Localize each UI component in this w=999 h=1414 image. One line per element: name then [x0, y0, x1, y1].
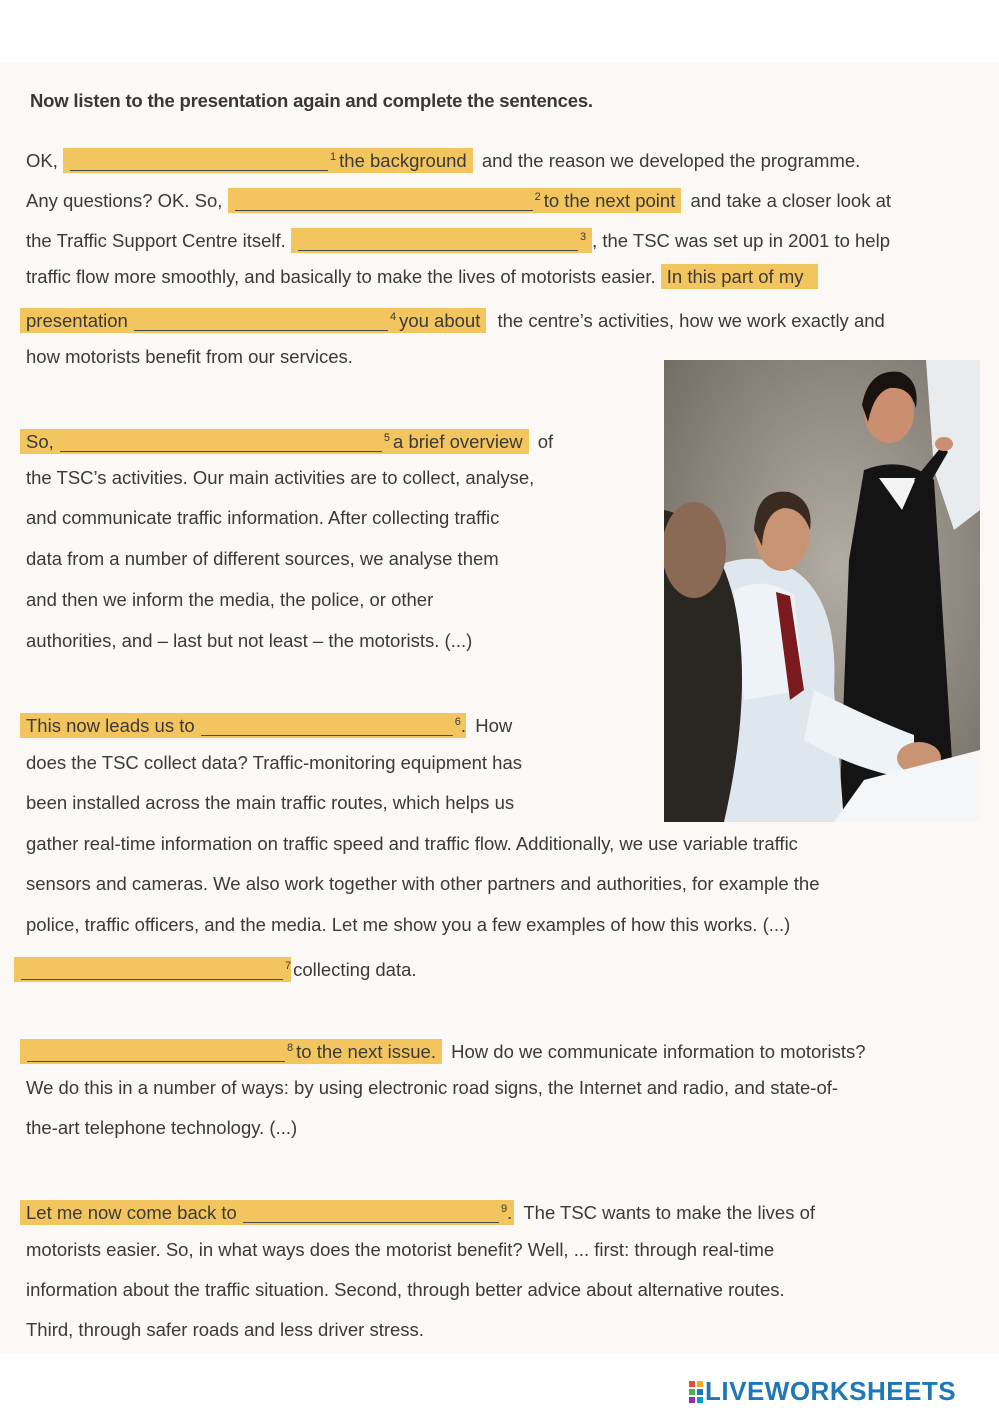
text: collecting data.: [293, 959, 417, 980]
presentation-photo-illustration: [664, 360, 980, 822]
highlight-text: In this part of my: [666, 266, 804, 287]
presentation-photo: [664, 360, 980, 822]
p4-line-3: the-art telephone technology. (...): [26, 1117, 298, 1138]
text: and take a closer look at: [690, 190, 892, 211]
answer-blank-5[interactable]: [60, 429, 382, 452]
text: of: [537, 431, 554, 452]
text: OK,: [26, 150, 58, 171]
text: the centre’s activities, how we work exactly and: [497, 310, 885, 331]
p4-line-2: We do this in a number of ways: by using electronic road signs, the Internet and radio, and state-of-: [26, 1077, 839, 1098]
highlight-text: the background: [339, 150, 467, 171]
highlight-phrase-7: [14, 957, 291, 982]
answer-blank-4[interactable]: [134, 308, 388, 331]
p2-line-5: and then we inform the media, the police, or other: [26, 589, 434, 610]
answer-blank-2[interactable]: [235, 188, 533, 211]
p5-line-4: Third, through safer roads and less driver stress.: [26, 1319, 424, 1340]
highlight-phrase-5: [20, 429, 529, 454]
answer-blank-8[interactable]: [27, 1039, 285, 1062]
p3-line-7: [14, 951, 417, 981]
blank-number-8: 8: [287, 1042, 294, 1054]
highlight-text: to the next issue.: [296, 1041, 436, 1062]
highlight-text: a brief overview: [393, 431, 523, 452]
answer-blank-6[interactable]: [201, 713, 453, 736]
blank-number-2: 2: [534, 191, 541, 203]
blank-number-1: 1: [330, 151, 337, 163]
highlight-phrase-1: [63, 148, 473, 173]
instruction-heading: Now listen to the presentation again and complete the sentences.: [30, 90, 593, 111]
text: How: [475, 715, 513, 736]
p1-line-1: [26, 142, 860, 172]
p3-line-2: does the TSC collect data? Traffic-monitoring equipment has: [26, 752, 523, 773]
answer-blank-3[interactable]: [298, 228, 578, 251]
blank-number-4: 4: [389, 311, 397, 323]
highlight-phrase-8: [20, 1039, 442, 1064]
highlight-phrase-9: Let me now come back to $^9$.: [20, 1200, 514, 1225]
highlight-text: you about: [399, 310, 481, 331]
p3-line-3: been installed across the main traffic routes, which helps us: [26, 792, 515, 813]
text: Any questions? OK. So,: [26, 190, 223, 211]
highlight-text: presentation: [26, 310, 128, 331]
text: How do we communicate information to motorists?: [451, 1041, 866, 1062]
p1-line-2: [26, 182, 891, 212]
p2-line-6: authorities, and – last but not least – the motorists. (...): [26, 630, 473, 651]
highlight-text: This now leads us to: [26, 715, 195, 736]
liveworksheets-logo: [689, 1374, 956, 1408]
p4-line-1: [26, 1033, 866, 1063]
p2-line-3: and communicate traffic information. After collecting traffic: [26, 507, 500, 528]
logo-text: LIVEWORKSHEETS: [705, 1376, 957, 1406]
highlight-phrase-2: [228, 188, 682, 213]
highlight-phrase-4b: [20, 308, 486, 333]
highlight-text: Let me now come back to: [26, 1202, 237, 1223]
highlight-text: So,: [26, 431, 54, 452]
blank-number-5: 5: [383, 432, 391, 444]
p1-line-6: how motorists benefit from our services.: [26, 346, 353, 367]
p3-line-5: sensors and cameras. We also work together with other partners and authorities, for example the: [26, 873, 820, 894]
p3-line-4: gather real-time information on traffic speed and traffic flow. Additionally, we use variable traffic: [26, 833, 798, 854]
p1-line-3: [26, 222, 890, 252]
p3-line-6: police, traffic officers, and the media. Let me show you a few examples of how this works. (...): [26, 914, 791, 935]
highlight-phrase-4a: [661, 264, 818, 289]
p2-line-2: the TSC’s activities. Our main activities are to collect, analyse,: [26, 467, 535, 488]
blank-number-9: 9: [500, 1203, 508, 1215]
p2-line-4: data from a number of different sources, we analyse them: [26, 548, 499, 569]
text: the Traffic Support Centre itself.: [26, 230, 286, 251]
p3-line-1: [26, 707, 512, 737]
highlight-phrase-3: [291, 228, 592, 253]
p5-line-2: motorists easier. So, in what ways does the motorist benefit? Well, ... first: through real-time: [26, 1239, 775, 1260]
p2-line-1: [26, 423, 553, 453]
text: , the TSC was set up in 2001 to help: [592, 230, 890, 251]
text: and the reason we developed the programme.: [481, 150, 861, 171]
text: traffic flow more smoothly, and basically to make the lives of motorists easier.: [26, 266, 656, 287]
liveworksheets-mark-icon: [689, 1381, 703, 1403]
p1-line-5: [26, 302, 885, 332]
text: The TSC wants to make the lives of: [523, 1202, 816, 1223]
p5-line-1: [26, 1194, 815, 1224]
highlight-text: to the next point: [543, 190, 676, 211]
answer-blank-1[interactable]: [70, 148, 328, 171]
blank-number-3: 3: [579, 231, 587, 243]
answer-blank-7[interactable]: [21, 957, 283, 980]
highlight-phrase-6: This now leads us to $^6$.: [20, 713, 466, 738]
p1-line-4: [26, 262, 818, 292]
blank-number-6: 6: [454, 716, 461, 728]
p5-line-3: information about the traffic situation. Second, through better advice about alternative routes.: [26, 1279, 785, 1300]
blank-number-7: 7: [285, 960, 292, 972]
answer-blank-9[interactable]: [243, 1200, 499, 1223]
